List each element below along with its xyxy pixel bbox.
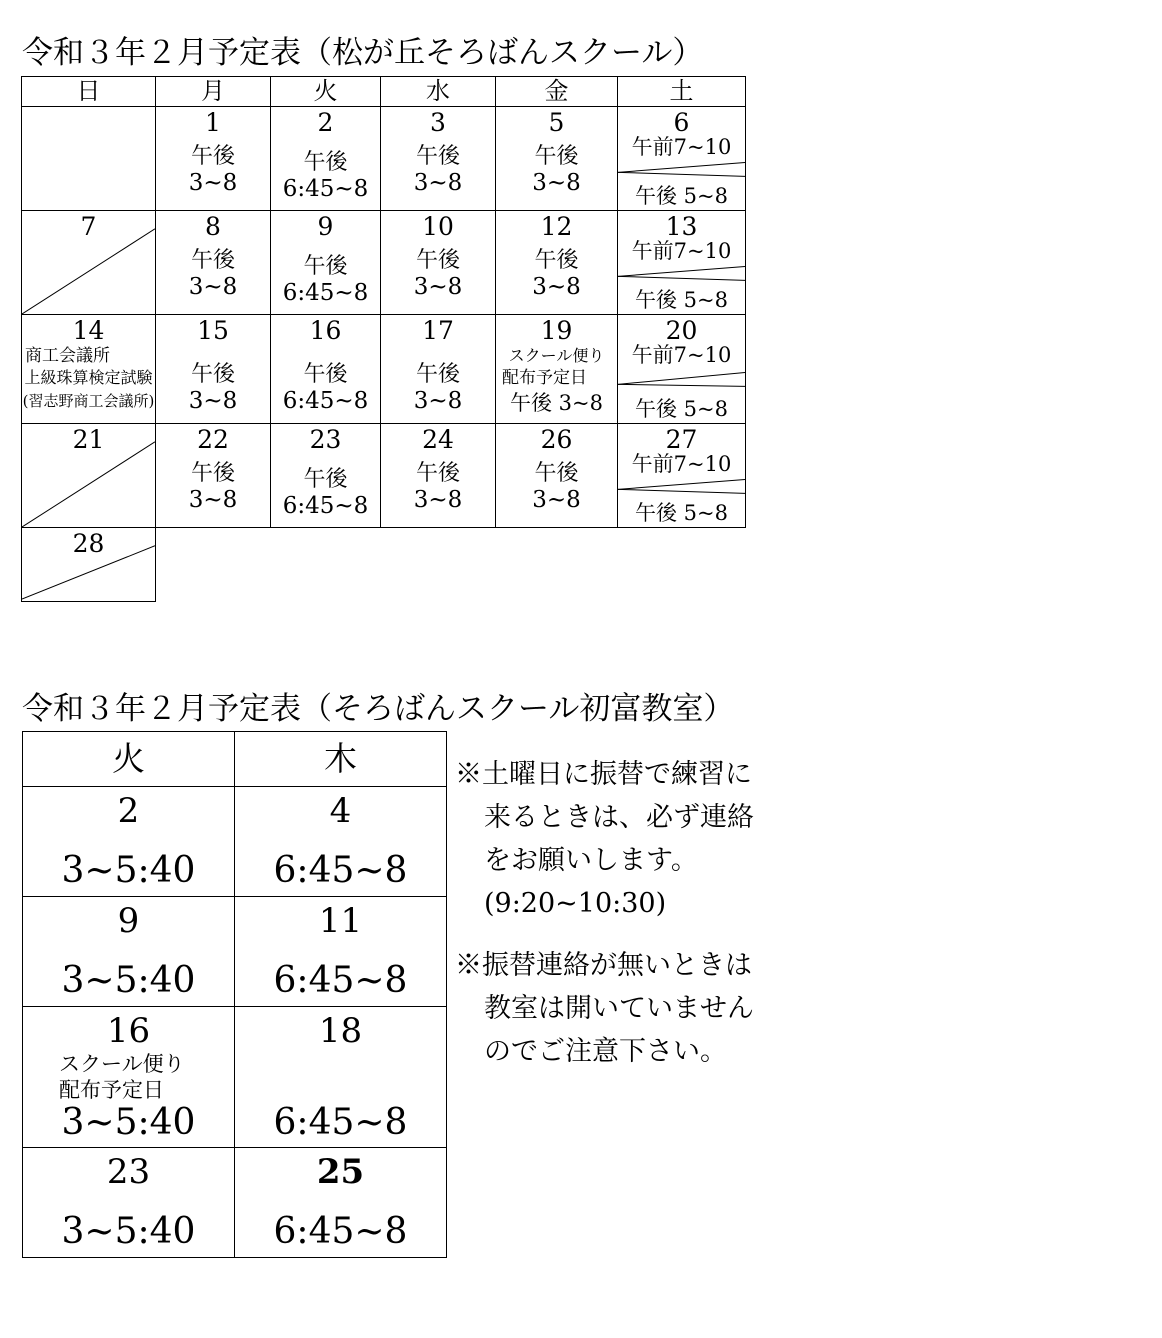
header-thursday: 木	[235, 732, 447, 787]
morning-session: 午前7~10	[631, 343, 732, 367]
day-number: 20	[665, 316, 698, 345]
matsugaoka-calendar	[21, 76, 746, 602]
session-label: 午後	[190, 248, 235, 273]
day-cell	[235, 897, 447, 1007]
header-saturday: 土	[618, 77, 746, 107]
session-time: 6:45~8	[273, 850, 408, 891]
schedule-title-matsugaoka: 令和３年２月予定表（松が丘そろばんスクール）	[22, 35, 704, 71]
makeup-lesson-note	[455, 753, 754, 925]
day-number: 16	[309, 316, 342, 345]
day-cell	[23, 1148, 235, 1258]
session-time: 6:45~8	[282, 493, 369, 519]
empty-cell	[381, 528, 496, 602]
day-number: 11	[318, 901, 363, 941]
day-cell-newsletter	[496, 315, 618, 424]
session-time: 6:45~8	[273, 960, 408, 1001]
newsletter-note: スクール便り	[59, 1052, 185, 1076]
day-number: 15	[197, 316, 229, 345]
closed-slash	[22, 528, 155, 601]
afternoon-session: 午後 5~8	[635, 501, 728, 525]
note-line: をお願いします。	[484, 845, 698, 876]
newsletter-note: 配布予定日	[59, 1078, 164, 1102]
day-cell	[496, 107, 618, 211]
day-cell	[156, 315, 271, 424]
day-number: 1	[205, 108, 221, 137]
day-number: 22	[197, 425, 229, 454]
newsletter-note: スクール便り	[508, 346, 605, 365]
event-note: 上級珠算検定試験	[24, 368, 153, 387]
day-number: 21	[72, 425, 105, 454]
day-number: 26	[540, 425, 573, 454]
session-time: 3~5:40	[61, 1102, 196, 1143]
day-cell	[23, 897, 235, 1007]
session-time: 午後 3~8	[510, 391, 603, 415]
newsletter-note: 配布予定日	[502, 368, 587, 388]
day-cell-event	[22, 315, 156, 424]
day-number: 2	[317, 108, 334, 137]
morning-session: 午前7~10	[631, 452, 732, 476]
session-label: 午後	[190, 144, 235, 169]
session-label: 午後	[415, 248, 460, 273]
session-label: 午後	[190, 461, 235, 486]
day-number: 28	[72, 529, 105, 558]
day-number: 18	[318, 1011, 363, 1051]
saturday-cell	[618, 424, 746, 528]
morning-session: 午前7~10	[631, 135, 732, 159]
afternoon-session: 午後 5~8	[635, 288, 728, 312]
session-label: 午後	[303, 254, 348, 279]
day-number: 19	[540, 316, 573, 345]
day-cell	[156, 211, 271, 315]
day-cell	[271, 107, 381, 211]
session-label: 午後	[415, 144, 460, 169]
session-time: 3~8	[532, 274, 581, 300]
session-time: 3~8	[532, 487, 581, 513]
closed-slash	[22, 424, 155, 527]
day-number: 6	[673, 108, 690, 137]
day-number: 4	[329, 791, 352, 831]
day-cell	[235, 1007, 447, 1148]
session-label: 午後	[303, 362, 348, 387]
day-cell	[381, 424, 496, 528]
empty-cell	[496, 528, 618, 602]
session-label: 午後	[303, 150, 348, 175]
saturday-cell	[618, 315, 746, 424]
session-time: 3~8	[188, 274, 238, 300]
empty-cell	[618, 528, 746, 602]
day-cell	[156, 424, 271, 528]
day-cell-newsletter	[23, 1007, 235, 1148]
day-number: 24	[422, 425, 454, 454]
header-tuesday: 火	[271, 77, 381, 107]
session-time: 6:45~8	[273, 1102, 408, 1143]
note-line: ※振替連絡が無いときは	[455, 950, 752, 981]
day-number: 9	[317, 212, 334, 241]
session-time: 3~5:40	[61, 850, 196, 891]
session-time: 3~8	[188, 487, 238, 513]
session-label: 午後	[415, 461, 460, 486]
day-number: 23	[309, 425, 342, 454]
day-number: 25	[316, 1152, 365, 1192]
session-label: 午後	[303, 467, 348, 492]
session-time: 3~8	[413, 170, 463, 196]
day-cell	[23, 787, 235, 897]
day-cell	[235, 787, 447, 897]
empty-cell	[271, 528, 381, 602]
day-cell	[381, 315, 496, 424]
day-cell	[235, 1148, 447, 1258]
morning-session: 午前7~10	[631, 239, 732, 263]
header-friday: 金	[496, 77, 618, 107]
session-time: 3~8	[532, 170, 581, 196]
header-sunday: 日	[22, 77, 156, 107]
day-number: 10	[422, 212, 454, 241]
session-time: 3~8	[188, 388, 238, 414]
header-wednesday: 水	[381, 77, 496, 107]
day-cell	[381, 107, 496, 211]
empty-cell	[156, 528, 271, 602]
day-number: 13	[665, 212, 698, 241]
day-cell	[271, 424, 381, 528]
day-number: 23	[106, 1152, 151, 1192]
session-time: 3~8	[413, 487, 463, 513]
day-number: 8	[205, 212, 221, 241]
day-cell-closed	[22, 211, 156, 315]
session-time: 6:45~8	[282, 280, 369, 306]
day-number: 17	[422, 316, 454, 345]
event-note: (習志野商工会議所)	[22, 392, 155, 410]
day-number: 2	[117, 791, 140, 831]
session-time: 6:45~8	[273, 1211, 408, 1252]
session-time: 3~8	[413, 388, 463, 414]
day-number: 3	[430, 108, 446, 137]
session-time: 3~5:40	[61, 1211, 196, 1252]
hatsutomi-calendar	[22, 731, 447, 1258]
day-cell	[271, 315, 381, 424]
day-cell-closed	[22, 528, 156, 602]
day-number: 14	[72, 316, 105, 345]
session-label: 午後	[534, 461, 579, 486]
day-cell	[156, 107, 271, 211]
day-number: 7	[80, 212, 97, 241]
note-line: (9:20~10:30)	[484, 888, 667, 919]
day-number: 5	[548, 108, 565, 137]
header-tuesday: 火	[23, 732, 235, 787]
session-label: 午後	[190, 362, 235, 387]
saturday-cell	[618, 211, 746, 315]
afternoon-session: 午後 5~8	[635, 184, 728, 208]
day-number: 9	[117, 901, 140, 941]
day-number: 16	[106, 1011, 151, 1051]
session-label: 午後	[534, 248, 579, 273]
day-number: 27	[665, 425, 698, 454]
day-cell	[381, 211, 496, 315]
day-cell	[496, 211, 618, 315]
session-time: 6:45~8	[282, 176, 369, 202]
event-note: 商工会議所	[25, 346, 110, 366]
session-time: 3~8	[413, 274, 463, 300]
day-cell-closed	[22, 424, 156, 528]
saturday-cell	[618, 107, 746, 211]
closed-slash	[22, 211, 155, 314]
header-monday: 月	[156, 77, 271, 107]
note-line: ※土曜日に振替で練習に	[455, 759, 752, 790]
session-time: 3~5:40	[61, 960, 196, 1001]
closed-room-note	[455, 944, 754, 1073]
schedule-title-hatsutomi: 令和３年２月予定表（そろばんスクール初富教室）	[22, 691, 735, 727]
day-cell	[496, 424, 618, 528]
afternoon-session: 午後 5~8	[635, 397, 728, 421]
day-cell-empty	[22, 107, 156, 211]
session-label: 午後	[534, 144, 579, 169]
note-line: 教室は開いていません	[484, 993, 754, 1024]
day-cell	[271, 211, 381, 315]
day-number: 12	[540, 212, 573, 241]
session-label: 午後	[415, 362, 460, 387]
session-time: 3~8	[188, 170, 238, 196]
note-line: のでご注意下さい。	[484, 1036, 727, 1067]
note-line: 来るときは、必ず連絡	[484, 802, 754, 833]
session-time: 6:45~8	[282, 388, 369, 414]
